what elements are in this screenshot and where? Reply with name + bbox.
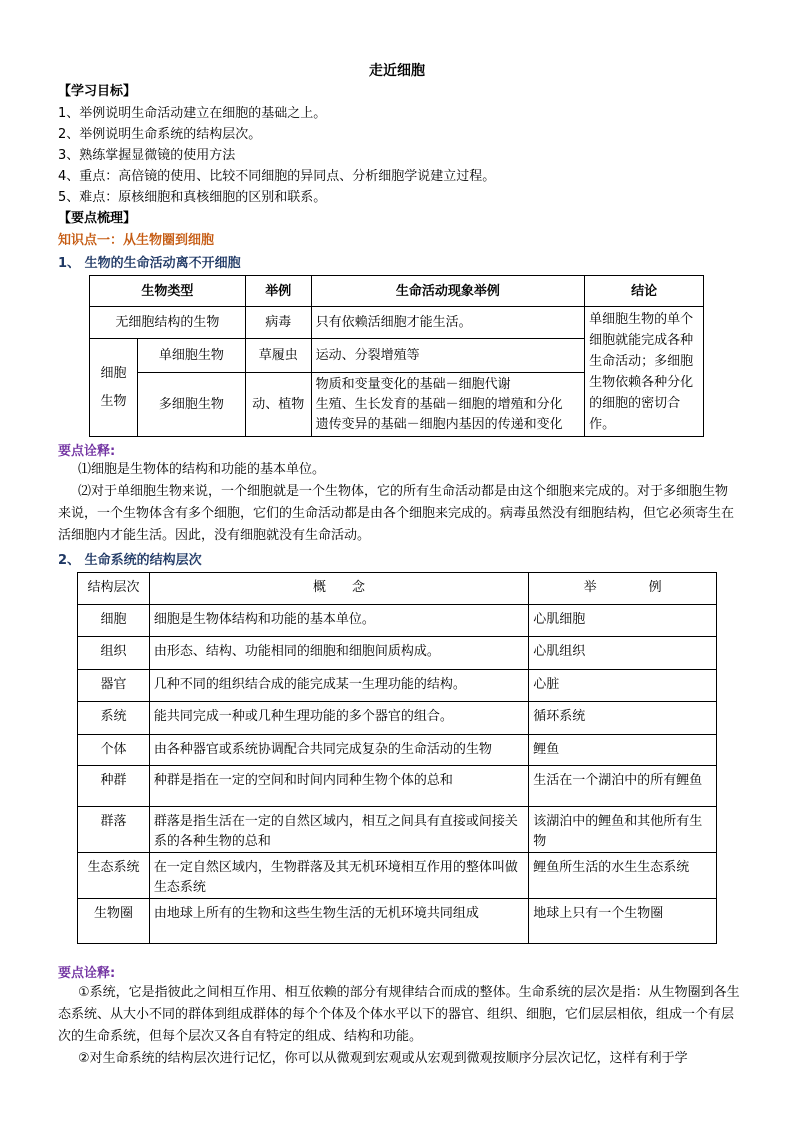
concept-cell: 种群是指在一定的空间和时间内同种生物个体的总和 [149, 766, 528, 807]
example-cell: 心肌组织 [529, 637, 717, 670]
goal-item: 3、熟练掌握显微镜的使用方法 [58, 148, 236, 163]
note-paragraph: ⑴细胞是生物体的结构和功能的基本单位。 [78, 462, 326, 477]
points-header: 【要点梳理】 [58, 211, 137, 226]
example-cell: 地球上只有一个生物圈 [529, 899, 717, 944]
goal-item: 5、难点：原核细胞和真核细胞的区别和联系。 [58, 190, 327, 205]
table-header: 生命活动现象举例 [311, 276, 584, 307]
table-cell: 运动、分裂增殖等 [311, 339, 584, 373]
phenomenon-line: 遗传变异的基础－细胞内基因的传递和变化 [315, 416, 563, 432]
concept-cell: 由地球上所有的生物和这些生物生活的无机环境共同组成 [149, 899, 528, 944]
note-title: 要点诠释: [58, 966, 116, 981]
table-cell: 无细胞结构的生物 [90, 307, 246, 339]
note-title: 要点诠释: [58, 444, 116, 459]
level-cell: 生物圈 [78, 899, 150, 944]
goal-item: 4、重点：高倍镜的使用、比较不同细胞的异同点、分析细胞学说建立过程。 [58, 169, 496, 184]
table-header: 举 例 [529, 573, 717, 605]
concept-cell: 群落是指生活在一定的自然区域内，相互之间具有直接或间接关系的各种生物的总和 [149, 807, 528, 853]
level-cell: 细胞 [78, 605, 150, 637]
table-cell: 病毒 [245, 307, 311, 339]
page-title: 走近细胞 [369, 63, 425, 79]
example-cell: 鲤鱼所生活的水生生态系统 [529, 853, 717, 899]
concept-cell: 细胞是生物体结构和功能的基本单位。 [149, 605, 528, 637]
level-cell: 器官 [78, 670, 150, 702]
concept-cell: 由形态、结构、功能相同的细胞和细胞间质构成。 [149, 637, 528, 670]
level-cell: 系统 [78, 702, 150, 735]
goals-header: 【学习目标】 [58, 84, 137, 99]
table-header: 结构层次 [78, 573, 150, 605]
table-cell: 单细胞生物 [137, 339, 245, 373]
example-cell: 心脏 [529, 670, 717, 702]
concept-cell: 由各种器官或系统协调配合共同完成复杂的生命活动的生物 [149, 735, 528, 766]
note-paragraph: ⑵对于单细胞生物来说，一个细胞就是一个生物体，它的所有生命活动都是由这个细胞来完成的。对于多细胞生物来说，一个生物体含有多个细胞，它们的生命活动都是由各个细胞来完成的。病毒虽然没有细胞结构，但它必须寄生在活细胞内才能生活。因此，没有细胞就没有生命活动。 [58, 484, 735, 543]
note-paragraph: ②对生命系统的结构层次进行记忆，你可以从微观到宏观或从宏观到微观按顺序分层次记忆，这样有利于学 [78, 1051, 688, 1066]
group-label: 细胞生物 [90, 339, 138, 437]
concept-cell: 能共同完成一种或几种生理功能的多个器官的组合。 [149, 702, 528, 735]
table-header: 概 念 [149, 573, 528, 605]
phenomenon-line: 物质和变量变化的基础－细胞代谢 [315, 376, 511, 392]
level-cell: 生态系统 [78, 853, 150, 899]
table-cell: 草履虫 [245, 339, 311, 373]
section-title: 1、 生物的生命活动离不开细胞 [58, 256, 241, 271]
cell-life-table [89, 275, 704, 437]
table-cell [311, 373, 584, 437]
note-paragraph: ①系统，它是指彼此之间相互作用、相互依赖的部分有规律结合而成的整体。生命系统的层次是指：从生物圈到各生态系统、从大小不同的群体到组成群体的每个个体及个体水平以下的器官、组织、细胞，它们层层相依，组成一个有层次的生命系统，但每个层次又各自有特定的组成、结构和功能。 [58, 985, 740, 1044]
life-system-table [77, 572, 717, 944]
table-header: 生物类型 [90, 276, 246, 307]
goal-item: 1、举例说明生命活动建立在细胞的基础之上。 [58, 106, 327, 121]
level-cell: 种群 [78, 766, 150, 807]
table-cell: 只有依赖活细胞才能生活。 [311, 307, 584, 339]
level-cell: 组织 [78, 637, 150, 670]
example-cell: 心肌细胞 [529, 605, 717, 637]
level-cell: 群落 [78, 807, 150, 853]
table-header: 举例 [245, 276, 311, 307]
goal-item: 2、举例说明生命系统的结构层次。 [58, 127, 262, 142]
example-cell: 该湖泊中的鲤鱼和其他所有生物 [529, 807, 717, 853]
table-cell: 多细胞生物 [137, 373, 245, 437]
concept-cell: 在一定自然区域内，生物群落及其无机环境相互作用的整体叫做生态系统 [149, 853, 528, 899]
level-cell: 个体 [78, 735, 150, 766]
conclusion-cell: 单细胞生物的单个细胞就能完成各种生命活动；多细胞生物依赖各种分化的细胞的密切合作。 [585, 307, 704, 437]
section-title: 2、 生命系统的结构层次 [58, 553, 202, 568]
example-cell: 循环系统 [529, 702, 717, 735]
knowledge-point-title: 知识点一：从生物圈到细胞 [58, 233, 215, 248]
table-header: 结论 [585, 276, 704, 307]
phenomenon-line: 生殖、生长发育的基础－细胞的增殖和分化 [315, 396, 563, 412]
table-cell: 动、植物 [245, 373, 311, 437]
concept-cell: 几种不同的组织结合成的能完成某一生理功能的结构。 [149, 670, 528, 702]
example-cell: 鲤鱼 [529, 735, 717, 766]
example-cell: 生活在一个湖泊中的所有鲤鱼 [529, 766, 717, 807]
